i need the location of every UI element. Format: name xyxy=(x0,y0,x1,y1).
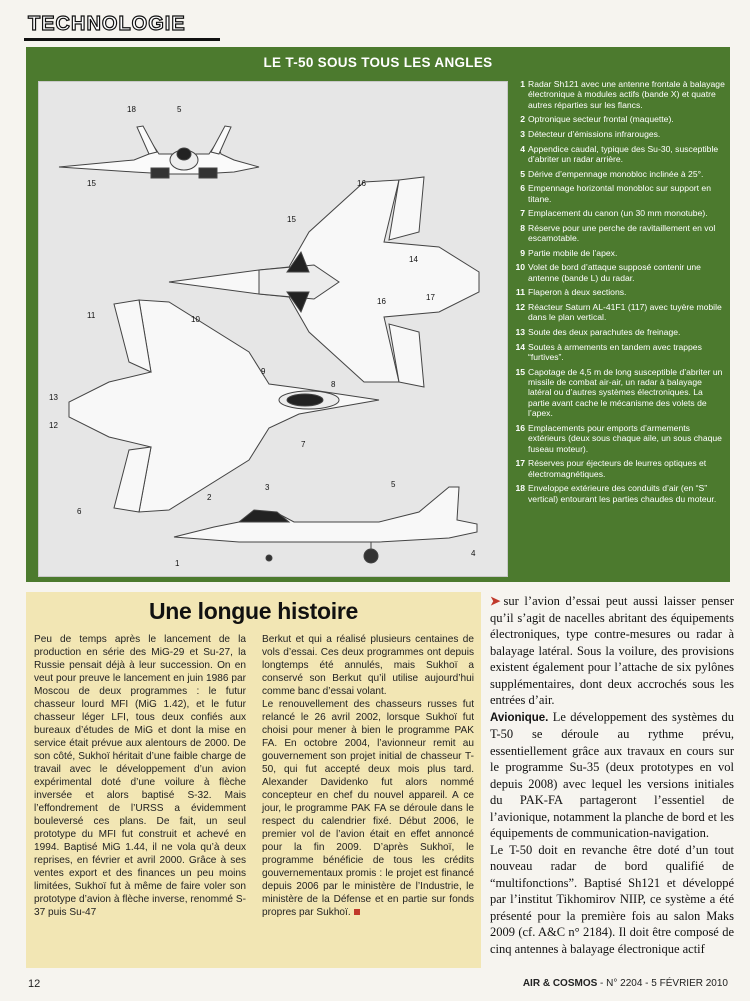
legend-item: 7 Emplacement du canon (un 30 mm monotube). xyxy=(520,208,708,219)
sidebar-column-1 xyxy=(34,633,246,919)
svg-text:16: 16 xyxy=(377,297,386,306)
front-view xyxy=(59,126,259,178)
legend-item: 2 Optronique secteur frontal (maquette). xyxy=(520,114,674,125)
legend-item: 12 Réacteur Saturn AL-41F1 (117) avec tuyère mobile dans le plan vertical. xyxy=(515,301,722,323)
legend-item: 3 Détecteur d’émissions infrarouges. xyxy=(520,129,661,139)
diagram-panel xyxy=(26,47,730,582)
svg-text:14: 14 xyxy=(409,255,418,264)
side-view xyxy=(174,487,477,563)
svg-text:15: 15 xyxy=(287,215,296,224)
legend-item: 15 Capotage de 4,5 m de long susceptible d’abriter un missile de combat air-air, un radar à balayage latéral ou d’autres systèmes électroniques. La partie avant cache le mécanisme des volets de l’apex. xyxy=(515,366,723,419)
issue-number: - N° 2204 - 5 FÉVRIER 2010 xyxy=(597,978,728,989)
legend-item: 5 Dérive d’empennage monobloc inclinée à 25°. xyxy=(520,168,704,179)
svg-text:9: 9 xyxy=(261,367,266,376)
sidebar-paragraph: Peu de temps après le lancement de la production en série des MiG-29 et Su-27, la Russie pensait déjà à leur succession. On en veut pour preuve le lancement en juin 1986 par Moscou de deux programmes : le futur chasseur lourd MFI (MiG 1.42), et le futur chasseur léger LFI, tous deux confiés aux bureaux d’études de MiG et dont la mise en service était prévue aux alentours de 2000. De son côté, Sukhoï héritait d’une faible charge de travail avec le développement d’un avion expérimental doté d’une voilure à flèche inversée et alors baptisé S-32. Mais l’effondrement de l’URSS a évidemment bouleversé ces plans. De fait, un seul prototype du MFI fut construit et achevé en 1994. Baptisé MiG 1.44, il ne vola qu’à deux reprises, en février et avril 2000. Grâce à ses ventes export et des finances un peu moins limitées, Sukhoï fut à même de faire voler son prototype d’avion à flèche inverse, renommé S-37 puis Su-47 xyxy=(34,634,246,918)
legend-item: 14 Soutes à armements en tandem avec trappes “furtives”. xyxy=(515,341,702,362)
rubric-label: TECHNOLOGIE xyxy=(28,13,186,35)
section-rubric xyxy=(24,12,220,41)
sidebar-title: Une longue histoire xyxy=(149,598,358,624)
svg-text:3: 3 xyxy=(265,483,270,492)
article-column xyxy=(490,593,734,957)
svg-text:15: 15 xyxy=(87,179,96,188)
svg-text:16: 16 xyxy=(357,179,366,188)
svg-text:17: 17 xyxy=(426,293,435,302)
legend-item: 13 Soute des deux parachutes de freinage. xyxy=(515,326,681,337)
continuation-arrow-icon: ➤ xyxy=(490,594,501,608)
article-paragraph: Avionique. Le développement des systèmes du T-50 se déroule au rythme prévu, essentiellement grâce aux travaux en cours sur le programme Su-35 (deux prototypes en vol depuis 2008) avec lequel les versions initiales du PAK-FA partageront l’essentiel de l’avionique, notamment la planche de bord et les équipements de communication-navigation. xyxy=(490,709,734,840)
legend-item: 8 Réserve pour une perche de ravitaillement en vol escamotable. xyxy=(520,222,716,244)
page-footer xyxy=(0,978,750,998)
svg-text:5: 5 xyxy=(391,480,396,489)
legend-item: 10 Volet de bord d’attaque supposé contenir une antenne (bande L) du radar. xyxy=(515,262,701,283)
page-number: 12 xyxy=(28,978,41,990)
subhead: Avionique. xyxy=(490,711,549,724)
article-paragraph: ➤ sur l’avion d’essai peut aussi laisser penser qu’il s’agit de nacelles abritant des équipements électroniques, type contre-mesures ou radar à balayage latéral. Sous la voilure, des provisions existent également pour l’attache de six pylônes supplémentaires, dont deux accrochés sous les entrées d’air. xyxy=(490,594,734,707)
svg-text:10: 10 xyxy=(191,315,200,324)
end-mark-icon xyxy=(354,909,360,915)
svg-text:2: 2 xyxy=(207,493,212,502)
svg-text:5: 5 xyxy=(177,105,182,114)
legend-item: 17 Réserves pour éjecteurs de leurres optiques et électromagnétiques. xyxy=(515,458,707,479)
legend-item: 16 Emplacements pour emports d’armements extérieurs (deux sous chaque aile, un sous chaque fuseau moteur). xyxy=(515,422,722,454)
svg-text:6: 6 xyxy=(77,507,82,516)
legend-item: 9 Partie mobile de l’apex. xyxy=(520,247,618,258)
aircraft-drawing xyxy=(38,81,508,577)
svg-text:4: 4 xyxy=(471,549,476,558)
legend-list xyxy=(512,79,726,508)
sidebar-column-2 xyxy=(262,633,474,919)
svg-text:1: 1 xyxy=(175,559,180,568)
svg-text:12: 12 xyxy=(49,421,58,430)
legend-item: 4 Appendice caudal, typique des Su-30, susceptible d’abriter un radar arrière. xyxy=(520,143,719,164)
history-sidebar xyxy=(26,592,481,968)
svg-text:8: 8 xyxy=(331,380,336,389)
legend-item: 18 Enveloppe extérieure des conduits d’air (en “S” vertical) entourant les parties chaudes du moteur. xyxy=(515,483,717,504)
issue-info xyxy=(523,978,728,989)
legend-item: 11 Flaperon à deux sections. xyxy=(515,287,627,298)
svg-text:7: 7 xyxy=(301,440,306,449)
svg-text:11: 11 xyxy=(87,311,96,320)
magazine-name: AIR & COSMOS xyxy=(522,978,598,989)
article-paragraph: Le T-50 doit en revanche être doté d’un tout nouveau radar de bord qualifié de “multifonctions”. Baptisé Sh121 et développé par l’institut Tikhomirov NIIP, ce système a été présenté pour la première fois au salon Maks 2009 (cf. A&C n° 2184). Il doit être composé de cinq antennes à balayage électronique actif xyxy=(490,842,734,956)
svg-text:18: 18 xyxy=(127,105,136,114)
legend-item: 1 Radar Sh121 avec une antenne frontale à balayage électronique à modules actifs (bande X) et quatre autres réparties sur les flancs. xyxy=(520,79,725,110)
sidebar-paragraph: Le renouvellement des chasseurs russes fut relancé le 26 avril 2002, lorsque Sukhoï fut choisi pour mener à bien le programme PAK FA. En octobre 2004, l’avionneur remit au gouvernement son projet initial de chasseur T-50, qui fut accepté deux mois plus tard. Alexander Davidenko fut alors nommé concepteur en chef du nouvel appareil. A ce jour, le programme PAK FA se déroule dans le respect du calendrier fixé. Début 2006, le premier vol de l’avion était en effet annoncé pour la fin 2009. D’après Sukhoï, le programme bénéficie de tous les crédits gouvernementaux promis : le projet est financé depuis 2006 par le ministère de l’Industrie, le ministère de la Défense et en partie sur fonds propres par Sukhoï. xyxy=(262,699,474,918)
svg-text:13: 13 xyxy=(49,393,58,402)
sidebar-paragraph: Berkut et qui a réalisé plusieurs centaines de vols d’essai. Ces deux programmes ont depuis longtemps été annulés, mais Sukhoï a conservé son Berkut qu’il utilise aujourd’hui comme banc d’essai volant. xyxy=(262,634,474,697)
legend-item: 6 Empennage horizontal monobloc sur support en titane. xyxy=(520,183,711,204)
panel-title: LE T-50 SOUS TOUS LES ANGLES xyxy=(263,55,493,70)
